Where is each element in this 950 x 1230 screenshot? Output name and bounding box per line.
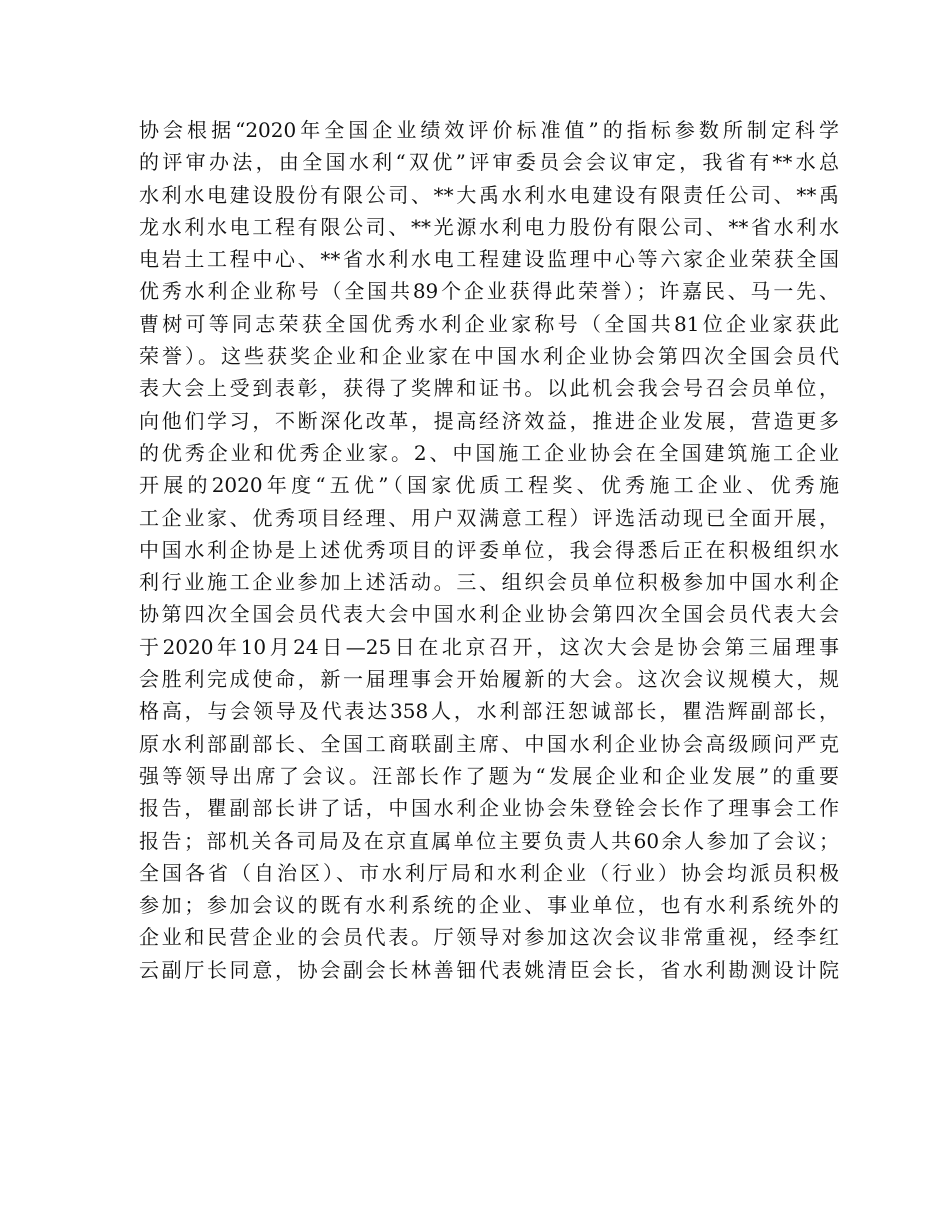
text-line: 会胜利完成使命，新一届理事会开始履新的大会。这次会议规模大，规 (139, 667, 839, 692)
text-line: 电岩土工程中心、**省水利水电工程建设监理中心等六家企业荣获全国 (139, 247, 839, 272)
text-line: 工企业家、优秀项目经理、用户双满意工程）评选活动现已全面开展， (139, 505, 839, 530)
text-line: 报告，瞿副部长讲了话，中国水利企业协会朱登铨会长作了理事会工作 (139, 796, 839, 821)
text-line: 于2020年10月24日—25日在北京召开，这次大会是协会第三届理事 (139, 634, 839, 659)
text-line: 协第四次全国会员代表大会中国水利企业协会第四次全国会员代表大会 (139, 602, 839, 627)
text-line: 报告；部机关各司局及在京直属单位主要负责人共60余人参加了会议； (139, 828, 839, 853)
text-line: 利行业施工企业参加上述活动。三、组织会员单位积极参加中国水利企 (139, 570, 839, 595)
text-line: 向他们学习，不断深化改革，提高经济效益，推进企业发展，营造更多 (139, 408, 839, 433)
text-line: 的评审办法，由全国水利“双优”评审委员会会议审定，我省有**水总 (139, 150, 839, 175)
text-line: 原水利部副部长、全国工商联副主席、中国水利企业协会高级顾问严克 (139, 731, 839, 756)
text-line: 全国各省（自治区）、市水利厅局和水利企业（行业）协会均派员积极 (139, 860, 839, 885)
text-line: 中国水利企协是上述优秀项目的评委单位，我会得悉后正在积极组织水 (139, 537, 839, 562)
text-line: 优秀水利企业称号（全国共89个企业获得此荣誉）；许嘉民、马一先、 (139, 279, 839, 304)
text-line: 表大会上受到表彰，获得了奖牌和证书。以此机会我会号召会员单位， (139, 376, 839, 401)
text-line: 水利水电建设股份有限公司、**大禹水利水电建设有限责任公司、**禹 (139, 182, 839, 207)
text-line: 云副厅长同意，协会副会长林善钿代表姚清臣会长，省水利勘测设计院 (139, 957, 839, 982)
text-line: 企业和民营企业的会员代表。厅领导对参加这次会议非常重视，经李红 (139, 925, 839, 950)
text-line: 的优秀企业和优秀企业家。2、中国施工企业协会在全国建筑施工企业 (139, 440, 839, 465)
text-line: 参加；参加会议的既有水利系统的企业、事业单位，也有水利系统外的 (139, 893, 839, 918)
text-line: 曹树可等同志荣获全国优秀水利企业家称号（全国共81位企业家获此 (139, 311, 839, 336)
text-line: 格高，与会领导及代表达358人，水利部汪恕诚部长，瞿浩辉副部长， (139, 699, 839, 724)
text-line: 协会根据“2020年全国企业绩效评价标准值”的指标参数所制定科学 (139, 118, 839, 142)
text-line: 强等领导出席了会议。汪部长作了题为“发展企业和企业发展”的重要 (139, 763, 839, 788)
text-line: 龙水利水电工程有限公司、**光源水利电力股份有限公司、**省水利水 (139, 214, 839, 239)
text-line: 开展的2020年度“五优”（国家优质工程奖、优秀施工企业、优秀施 (139, 473, 839, 498)
text-line: 荣誉）。这些获奖企业和企业家在中国水利企业协会第四次全国会员代 (139, 344, 839, 369)
body-text (139, 114, 839, 986)
